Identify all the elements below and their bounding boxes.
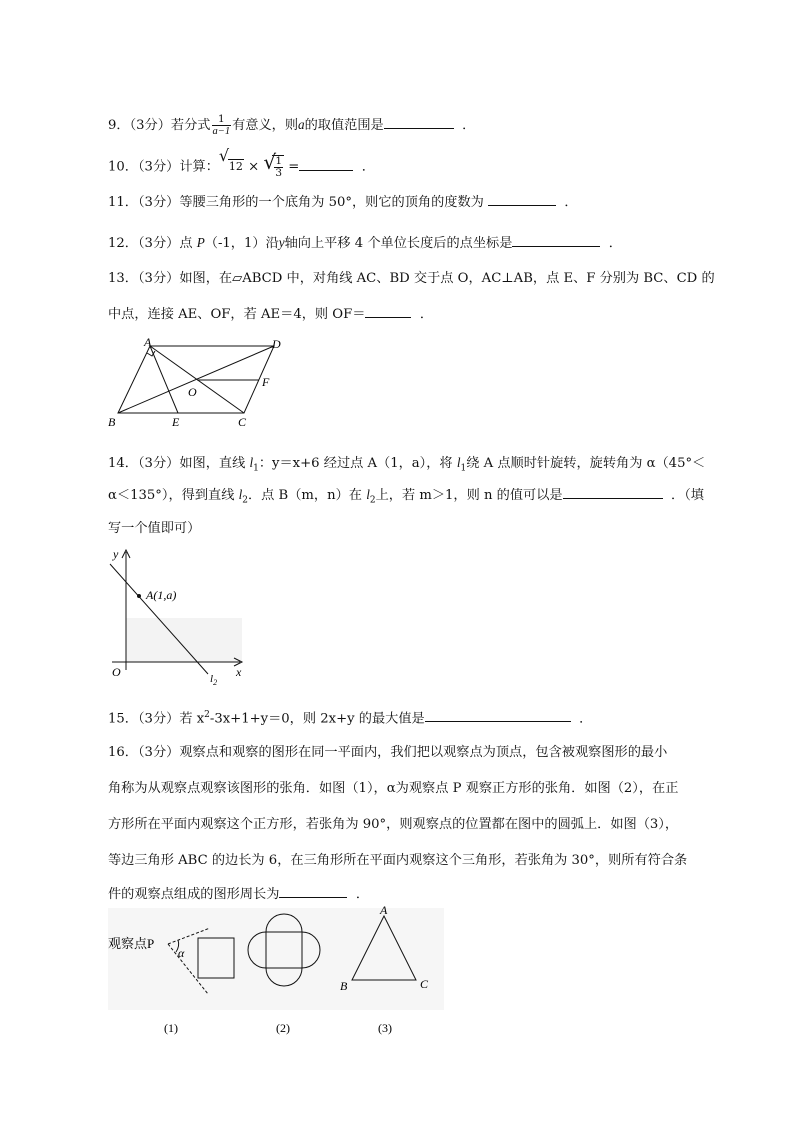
point-a-label: A(1,a) [146, 588, 177, 602]
answer-blank[interactable] [425, 707, 571, 722]
label-b: B [108, 415, 116, 429]
caption-1: (1) [164, 1021, 178, 1035]
label-e: E [172, 415, 180, 429]
triangle-label-a: A [380, 903, 388, 917]
label-o: O [188, 385, 197, 399]
triangle-label-c: C [420, 977, 429, 991]
origin-label: O [112, 665, 121, 679]
parallelogram-figure [106, 336, 296, 432]
answer-blank[interactable] [384, 114, 454, 129]
answer-blank[interactable] [279, 883, 347, 898]
x-axis-label: x [236, 665, 242, 679]
answer-blank[interactable] [299, 156, 353, 171]
question-14-line-3: 写一个值即可） [108, 521, 201, 536]
label-c: C [238, 415, 247, 429]
question-16-line-5: 件的观察点组成的图形周长为 ． [108, 878, 369, 912]
triangle-label-b: B [340, 979, 348, 993]
sqrt-one-third: √ $\frac{1}{3}$ [263, 150, 283, 179]
question-15: 15．（3分）若 $x^2-3x+1+y=0$，则 2x+y 的最大值是 ． [108, 698, 592, 736]
viewing-angle-figures [106, 902, 446, 1040]
question-16-line-3: 方形所在平面内观察这个正方形，若张角为 90°，则观察点的位置都在图中的圆弧上．如图（3）， [108, 817, 679, 832]
question-14-line-1: 14．（3分）如图，直线 $l_1$：y＝x+6 经过点 A（1，a），将 $l_1$绕 A 点顺时针旋转，旋转角为 α（45°＜ [108, 455, 706, 474]
answer-blank[interactable] [512, 232, 600, 247]
caption-3: (3) [378, 1021, 392, 1035]
label-d: D [272, 337, 281, 351]
question-12: 12．（3分）点 P（-1，1）沿y轴向上平移 4 个单位长度后的点坐标是 ． [108, 226, 622, 261]
y-axis-label: y [113, 547, 119, 561]
answer-blank[interactable] [488, 191, 556, 206]
shaded-background [126, 618, 242, 662]
line-l2-label: $l_2$ [210, 673, 218, 687]
question-16-line-2: 角称为从观察点观察该图形的张角．如图（1），α为观察点 P 观察正方形的张角．如图（2），在正 [108, 781, 679, 796]
label-a: A [144, 336, 152, 349]
question-11: 11．（3分）等腰三角形的一个底角为 50°，则它的顶角的度数为 ． [108, 186, 578, 220]
fraction: $\frac{1}{a-1}$ [212, 113, 231, 137]
question-10: 10．（3分）计算： √ 12 × √ $\frac{1}{3}$ = ． [108, 150, 375, 185]
question-13-line-1: 13．（3分）如图，在▱ABCD 中，对角线 AC、BD 交于点 O，AC⊥AB，点 E、F 分别为 BC、CD 的 [108, 271, 715, 286]
question-16-line-1: 16．（3分）观察点和观察的图形在同一平面内，我们把以观察点为顶点，包含被观察图形的最小 [108, 745, 668, 760]
answer-blank[interactable] [563, 484, 663, 499]
alpha-label: α [178, 946, 185, 960]
answer-blank[interactable] [365, 303, 411, 318]
point-a [137, 594, 141, 598]
question-16-line-4: 等边三角形 ABC 的边长为 6，在三角形所在平面内观察这个三角形，若张角为 30°，则所有符合条 [108, 853, 688, 868]
observer-label: 观察点P [108, 936, 155, 951]
label-f: F [262, 375, 270, 389]
question-14-line-2: α＜135°），得到直线 $l_2$．点 B（m，n）在 $l_2$上，若 m＞1，则 n 的值可以是 ．（填 [108, 478, 704, 518]
question-9: 9．（3分）若分式 $\frac{1}{a-1}$ 有意义，则a的取值范围是 ． [108, 113, 476, 137]
sqrt-12: √ 12 [218, 146, 243, 173]
question-13-line-2: 中点，连接 AE、OF，若 AE＝4，则 OF＝ ． [108, 298, 433, 332]
shaded-background [108, 908, 444, 1010]
caption-2: (2) [276, 1021, 290, 1035]
coordinate-figure [106, 546, 256, 688]
